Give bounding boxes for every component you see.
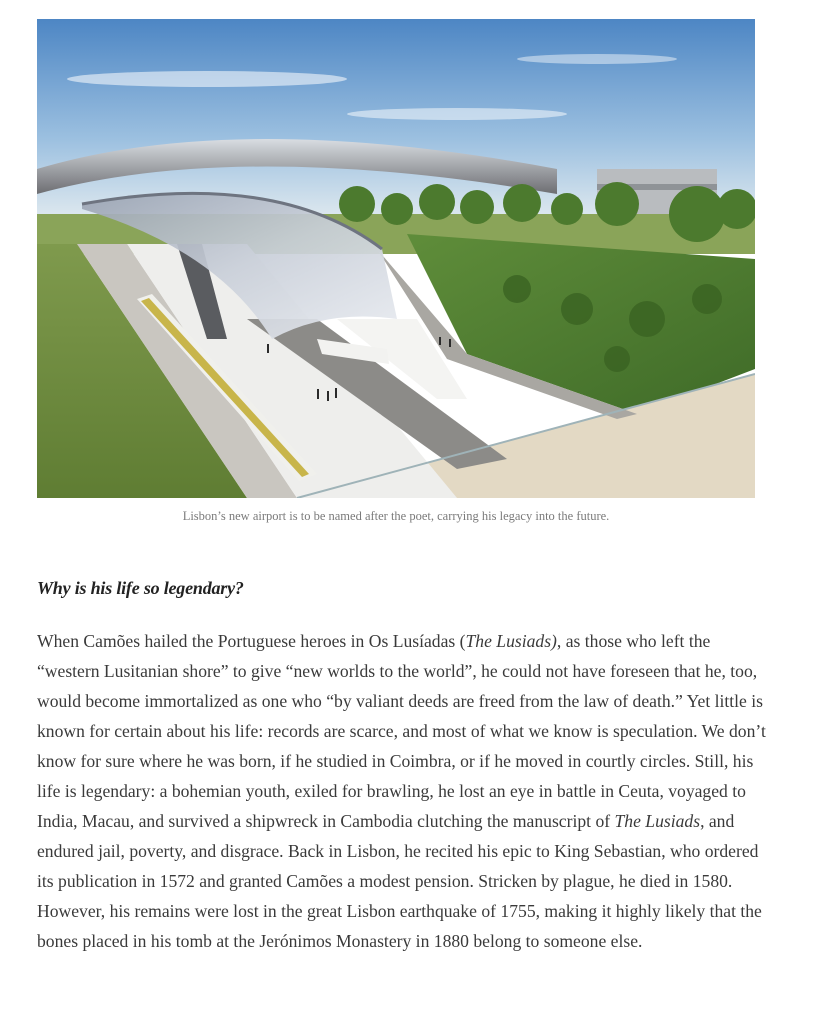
paragraph-text-2: , as those who left the “western Lusitanian shore” to give “new worlds to the world”, he could not have foreseen that he, too, would become immortalized as one who “by valiant deeds are freed from the law of death.” Yet little is known for certain about his life: records are scarce, and most of what we know is speculation. We don’t know for sure where he was born, if he studied in Coimbra, or if he moved in courtly circles. Still, his life is legendary: a bohemian youth, exiled for brawling, he lost an eye in battle in Ceuta, voyaged to India, Macau, and survived a shipwreck in Cambodia clutching the manuscript of	[37, 631, 766, 831]
paragraph-text-3: , and endured jail, poverty, and disgrace. Back in Lisbon, he recited his epic to King Sebastian, who ordered its publication in 1572 and granted Camões a modest pension. Stricken by plague, he died in 1580. However, his remains were lost in the great Lisbon earthquake of 1755, making it highly likely that the bones placed in his tomb at the Jerónimos Monastery in 1880 belong to someone else.	[37, 811, 762, 951]
paragraph-text-1: When Camões hailed the Portuguese heroes in Os Lusíadas (	[37, 631, 466, 651]
paragraph-italic-title-2: The Lusiads	[614, 811, 701, 831]
paragraph-italic-title-1: The Lusiads)	[465, 631, 557, 651]
body-paragraph	[37, 626, 767, 956]
section-subheading: Why is his life so legendary?	[37, 578, 244, 598]
airport-rendering-image	[37, 19, 755, 498]
image-caption: Lisbon’s new airport is to be named after the poet, carrying his legacy into the future.	[182, 509, 610, 523]
